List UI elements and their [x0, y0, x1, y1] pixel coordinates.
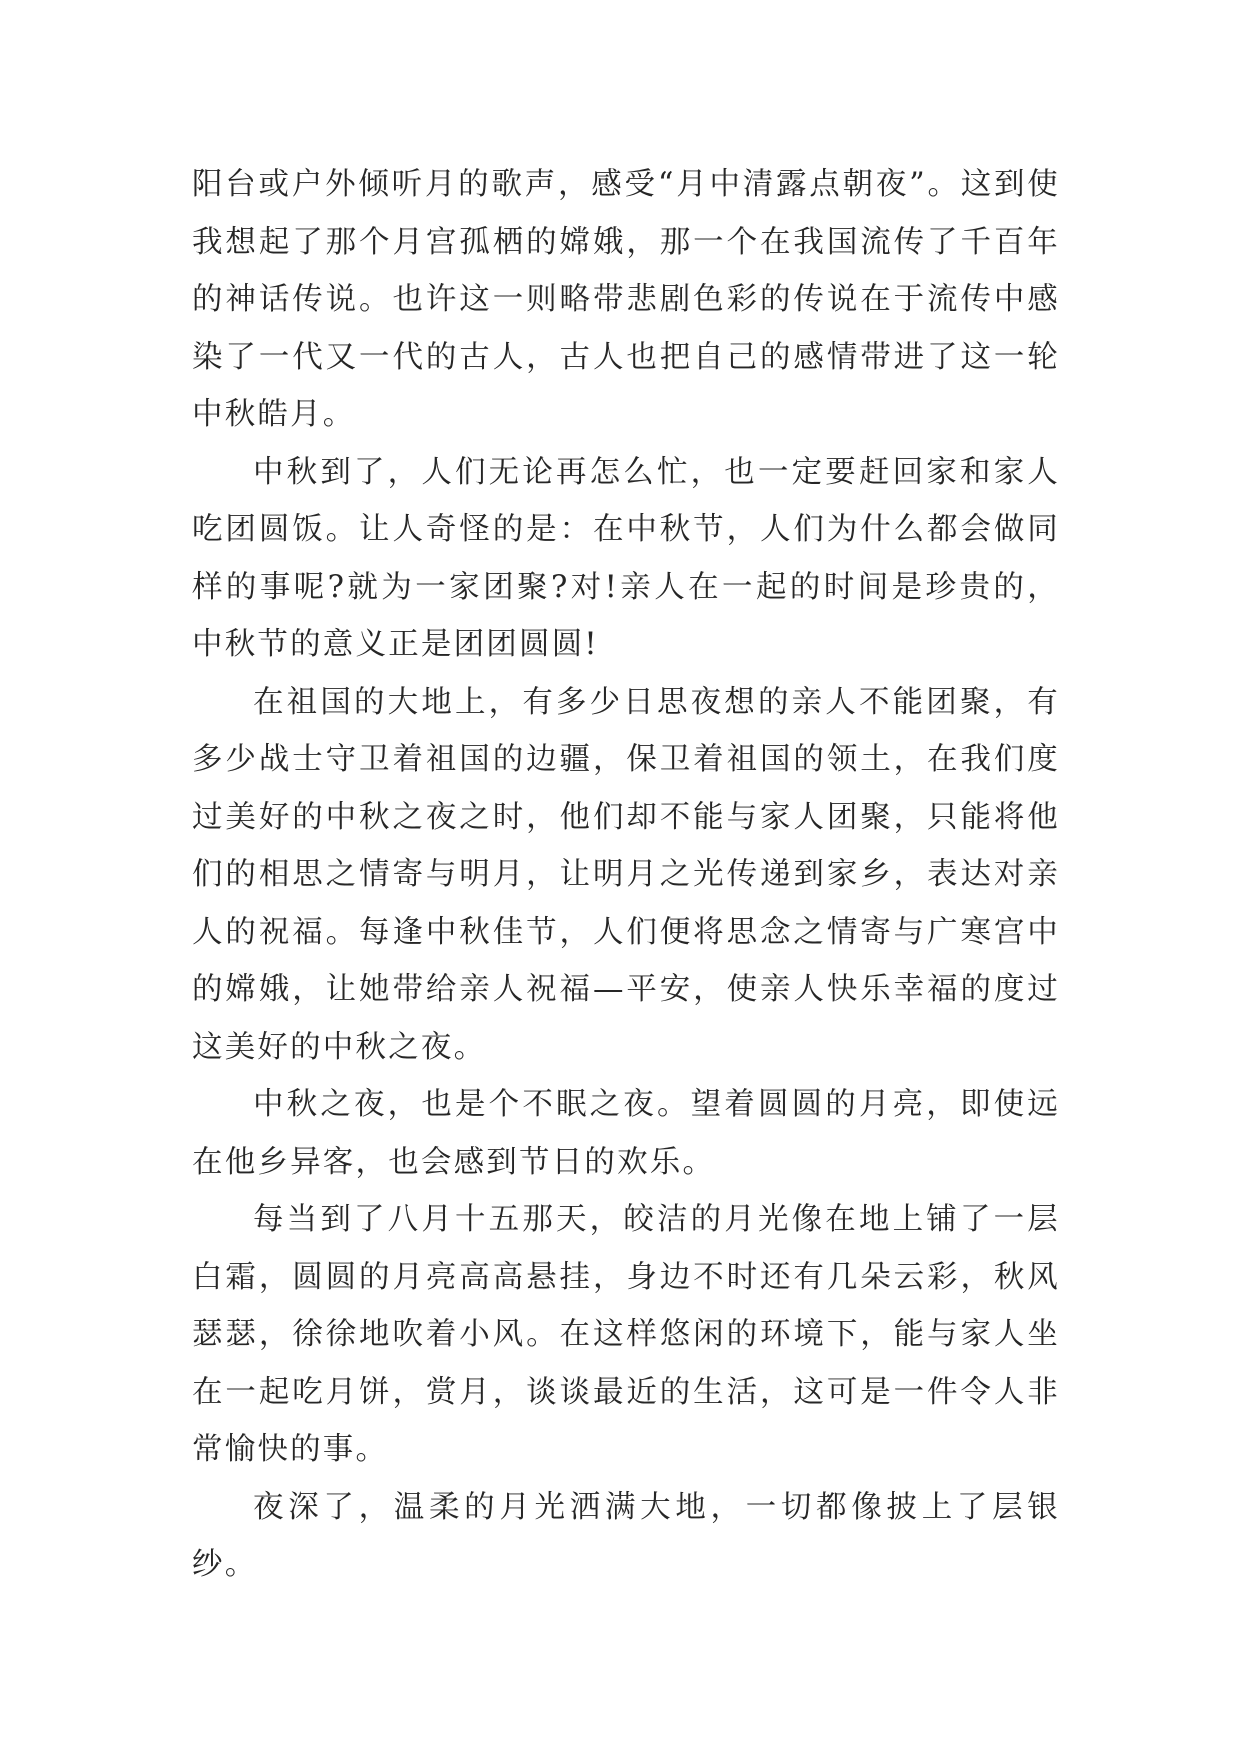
- document-body: [192, 156, 1060, 1594]
- paragraph-continuation: 阳台或户外倾听月的歌声，感受“月中清露点朝夜”。这到使我想起了那个月宫孤栖的嫦娥，那一个在我国流传了千百年的神话传说。也许这一则略带悲剧色彩的传说在于流传中感染了一代又一代的古人，古人也把自己的感情带进了这一轮中秋皓月。: [192, 167, 1060, 432]
- paragraph: 中秋到了，人们无论再怎么忙，也一定要赶回家和家人吃团圆饭。让人奇怪的是：在中秋节，人们为什么都会做同样的事呢?就为一家团聚?对!亲人在一起的时间是珍贵的，中秋节的意义正是团团圆圆!: [192, 454, 1060, 662]
- paragraph: 夜深了，温柔的月光洒满大地，一切都像披上了层银纱。: [192, 1489, 1060, 1582]
- paragraph: 在祖国的大地上，有多少日思夜想的亲人不能团聚，有多少战士守卫着祖国的边疆，保卫着祖国的领土，在我们度过美好的中秋之夜之时，他们却不能与家人团聚，只能将他们的相思之情寄与明月，让明月之光传递到家乡，表达对亲人的祝福。每逢中秋佳节，人们便将思念之情寄与广寒宫中的嫦娥，让她带给亲人祝福—平安，使亲人快乐幸福的度过这美好的中秋之夜。: [192, 684, 1060, 1065]
- paragraph: 中秋之夜，也是个不眠之夜。望着圆圆的月亮，即使远在他乡异客，也会感到节日的欢乐。: [192, 1087, 1060, 1180]
- paragraph: 每当到了八月十五那天，皎洁的月光像在地上铺了一层白霜，圆圆的月亮高高悬挂，身边不时还有几朵云彩，秋风瑟瑟，徐徐地吹着小风。在这样悠闲的环境下，能与家人坐在一起吃月饼，赏月，谈谈最近的生活，这可是一件令人非常愉快的事。: [192, 1202, 1060, 1467]
